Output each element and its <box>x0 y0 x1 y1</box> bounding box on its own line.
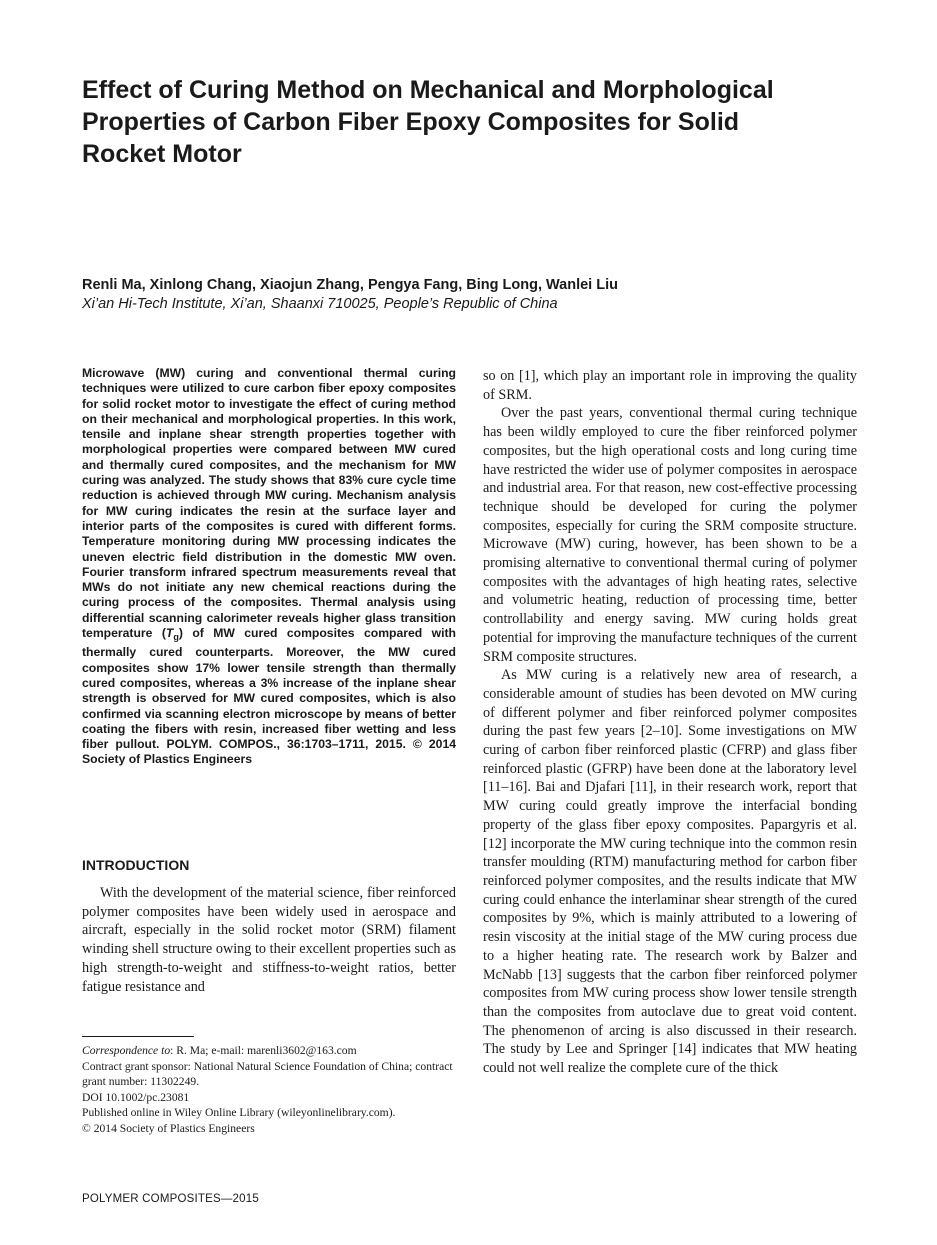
grant-sponsor-note: Contract grant sponsor: National Natural Science Foundation of China; contract grant number: 11302249. <box>82 1059 453 1088</box>
tg-subscript: g <box>173 632 179 643</box>
abstract-part-2: ) of MW cured composites compared with thermally cured counterparts. Moreover, the MW cured composites show 17% lower tensile strength than thermally cured composites, whereas a 3% increase of the inplane shear strength is observed for MW cured composites, which is also confirmed via scanning electron microscope by means of better coating the fibers with resin, increased fiber wetting and less fiber pullout. POLYM. COMPOS., 36:1703–1711, 2015. © 2014 Society of Plastics Engineers <box>82 626 456 767</box>
footnotes <box>82 1043 462 1136</box>
abstract-part-1: Microwave (MW) curing and conventional thermal curing techniques were utilized to cure carbon fiber epoxy composites for solid rocket motor to investigate the effect of curing method on their mechanical and morphological properties. In this work, tensile and inplane shear strength properties together with morphological properties were compared between MW cured and thermally cured composites, and the mechanism for MW curing was analyzed. The study shows that 83% cure cycle time reduction is achieved through MW curing. Mechanism analysis for MW curing indicates the resin at the surface layer and interior parts of the composites is cured with different forms. Temperature monitoring during MW processing indicates the uneven electric field distribution in the domestic MW oven. Fourier transform infrared spectrum measurements reveal that MWs do not initiate any new chemical reactions during the curing process of the composites. Thermal analysis using differential scanning calorimeter reveals higher glass transition temperature ( <box>82 366 456 641</box>
introduction-heading: INTRODUCTION <box>82 857 190 873</box>
author-list: Renli Ma, Xinlong Chang, Xiaojun Zhang, Pengya Fang, Bing Long, Wanlei Liu <box>82 277 618 293</box>
footnote-divider <box>82 1036 194 1037</box>
right-paragraph-3: As MW curing is a relatively new area of research, a considerable amount of studies has been devoted on MW curing of different polymer and fiber reinforced polymer composites during the past few years [2–10]. Some investigations on MW curing of carbon fiber reinforced plastic (CFRP) and glass fiber reinforced plastic (GFRP) have been done at the laboratory level [11–16]. Bai and Djafari [11], in their research work, report that MW curing could greatly improve the interfacial bonding property of the glass fiber epoxy composites. Papargyris et al. [12] incorporate the MW curing technique into the common resin transfer moulding (RTM) manufacturing method for carbon fiber reinforced polymer composites, and the results indicate that MW curing could enhance the interlaminar shear strength of the cured composites by 9%, which is mainly attributed to a lowering of resin viscosity at the initial stage of the MW curing process due to a higher heating rate. The research work by Balzer and McNabb [13] suggests that the carbon fiber reinforced polymer composites from MW curing process show lower tensile strength than the composites from autoclave due to great void content. The phenomenon of arcing is also discussed in their research. The study by Lee and Springer [14] indicates that MW heating could not well realize the complete cure of the thick <box>483 667 857 1077</box>
copyright-note: © 2014 Society of Plastics Engineers <box>82 1121 255 1135</box>
abstract <box>82 366 456 768</box>
tg-symbol: T <box>165 626 174 641</box>
correspondence-text: : R. Ma; e-mail: marenli3602@163.com <box>170 1044 357 1057</box>
running-footer: POLYMER COMPOSITES—2015 <box>82 1193 259 1205</box>
doi-note: DOI 10.1002/pc.23081 <box>82 1090 190 1104</box>
continuation-paragraph: so on [1], which play an important role in improving the quality of SRM. <box>483 368 857 403</box>
correspondence-note <box>82 1043 462 1059</box>
correspondence-label: Correspondence to <box>82 1044 171 1057</box>
paper-title: Effect of Curing Method on Mechanical and Morphological Properties of Carbon Fiber Epoxy Composites for Solid Rocket Motor <box>82 76 774 168</box>
affiliation: Xi’an Hi-Tech Institute, Xi’an, Shaanxi 710025, People’s Republic of China <box>82 296 558 312</box>
introduction-body <box>82 884 456 996</box>
right-column <box>483 367 857 1078</box>
intro-paragraph-1: With the development of the material science, fiber reinforced polymer composites have been widely used in aerospace and aircraft, especially in the solid rocket motor (SRM) filament winding shell structure owing to their excellent properties such as high strength-to-weight and stiffness-to-weight ratios, better fatigue resistance and <box>82 885 456 995</box>
right-paragraph-2: Over the past years, conventional thermal curing technique has been wildly employed to cure the fiber reinforced polymer composites, but the high operational costs and long curing time have restricted the wider use of polymer composites in aerospace and industrial area. For that reason, new cost-effective processing technique should be developed for curing the polymer composites, especially for curing the SRM composite structure. Microwave (MW) curing, however, has been shown to be a promising alternative to conventional thermal curing of polymer composites with the advantages of high heating rates, selective and volumetric heating, reduction of processing time, better controllability and energy saving. MW curing holds great potential for improving the manufacture techniques of the current SRM composite structures. <box>483 405 857 665</box>
published-note: Published online in Wiley Online Library (wileyonlinelibrary.com). <box>82 1106 396 1119</box>
